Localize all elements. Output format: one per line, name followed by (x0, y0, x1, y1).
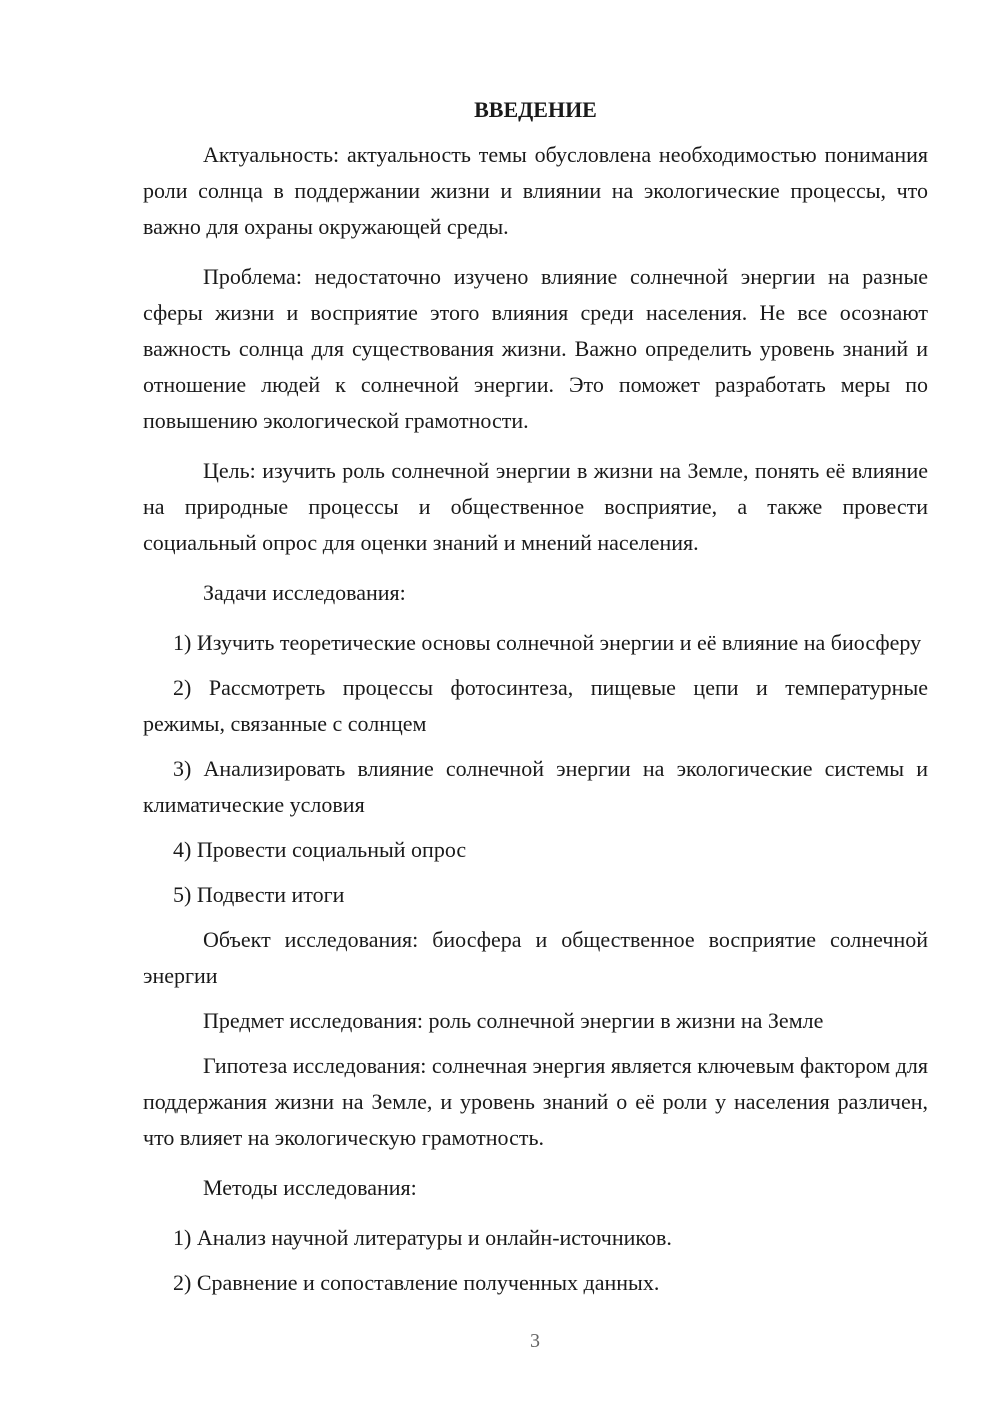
task-item-3: 3) Анализировать влияние солнечной энергии на экологические системы и климатические условия (143, 756, 928, 817)
tasks-heading: Задачи исследования: (203, 580, 406, 605)
method-item-1: 1) Анализ научной литературы и онлайн-источников. (173, 1225, 672, 1250)
methods-heading: Методы исследования: (203, 1175, 417, 1200)
task-item-2: 2) Рассмотреть процессы фотосинтеза, пищевые цепи и температурные режимы, связанные с солнцем (143, 675, 928, 736)
paragraph-relevance: Актуальность: актуальность темы обусловлена необходимостью понимания роли солнца в поддержании жизни и влиянии на экологические процессы, что важно для охраны окружающей среды. (143, 142, 928, 239)
paragraph-goal: Цель: изучить роль солнечной энергии в жизни на Земле, понять её влияние на природные процессы и общественное восприятие, а также провести социальный опрос для оценки знаний и мнений населения. (143, 458, 928, 555)
task-item-1: 1) Изучить теоретические основы солнечной энергии и её влияние на биосферу (173, 630, 922, 655)
paragraph-hypothesis: Гипотеза исследования: солнечная энергия является ключевым фактором для поддержания жизни на Земле, и уровень знаний о её роли у населения различен, что влияет на экологическую грамотность. (143, 1053, 928, 1150)
page-number: 3 (530, 1330, 540, 1352)
paragraph-problem: Проблема: недостаточно изучено влияние солнечной энергии на разные сферы жизни и восприятие этого влияния среди населения. Не все осознают важность солнца для существования жизни. Важно определить уровень знаний и отношение людей к солнечной энергии. Это поможет разработать меры по повышению экологической грамотности. (143, 264, 928, 433)
page-title: ВВЕДЕНИЕ (474, 97, 597, 122)
paragraph-subject: Предмет исследования: роль солнечной энергии в жизни на Земле (203, 1008, 824, 1033)
page-content (143, 92, 928, 1301)
task-item-5: 5) Подвести итоги (173, 882, 345, 907)
method-item-2: 2) Сравнение и сопоставление полученных данных. (173, 1270, 660, 1295)
task-item-4: 4) Провести социальный опрос (173, 837, 467, 862)
paragraph-object: Объект исследования: биосфера и общественное восприятие солнечной энергии (143, 927, 928, 988)
